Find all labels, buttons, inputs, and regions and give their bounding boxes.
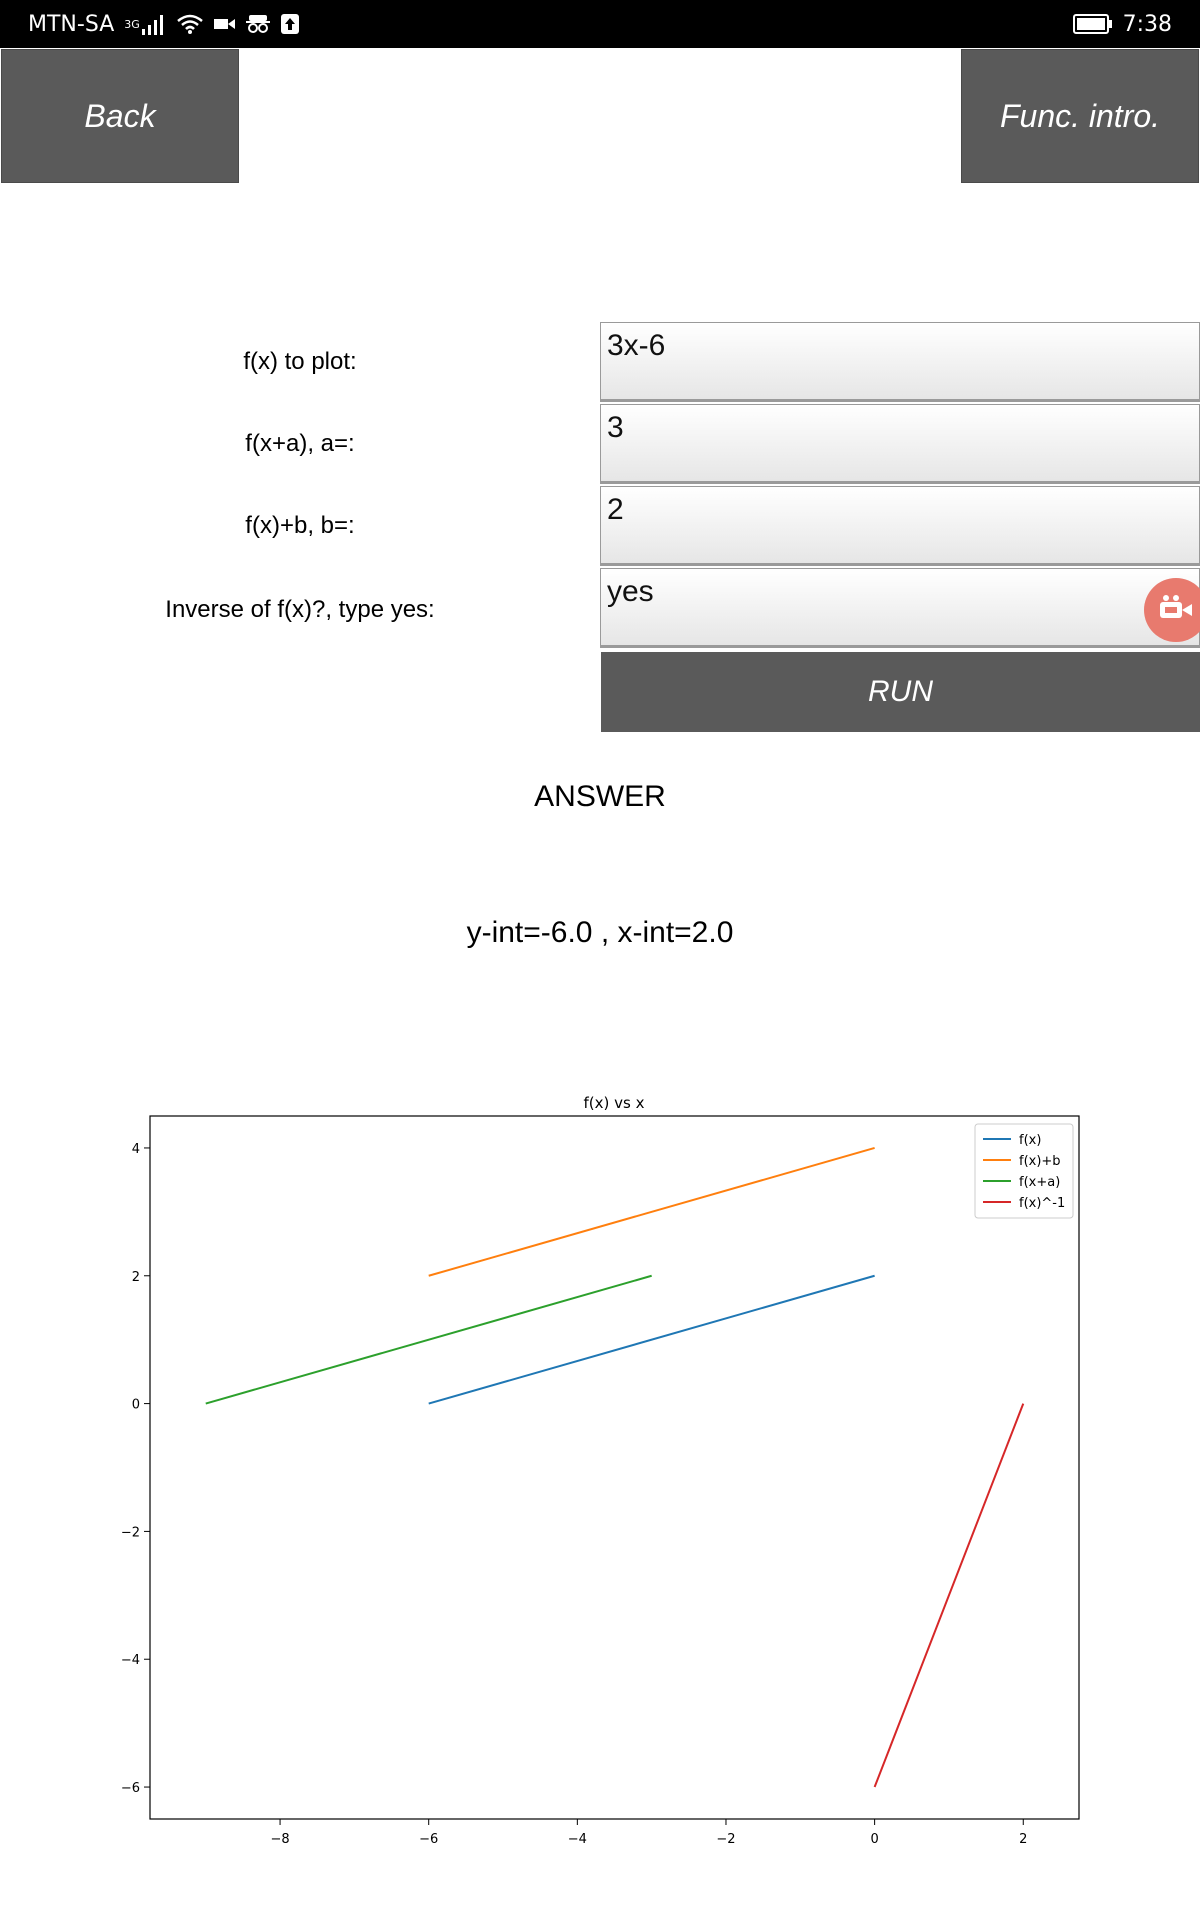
a-field[interactable]: [600, 404, 1200, 484]
x-tick-label: −2: [716, 1832, 736, 1847]
y-tick-label: 0: [131, 1397, 140, 1413]
b-label: f(x)+b, b=:: [245, 512, 355, 539]
y-tick-label: −6: [120, 1781, 140, 1797]
legend-entry: f(x): [1019, 1133, 1042, 1148]
answer-title: ANSWER: [534, 780, 666, 813]
x-tick-label: −4: [567, 1832, 587, 1847]
a-input[interactable]: [607, 411, 1167, 445]
battery-icon: [1073, 13, 1113, 35]
network-type: 3G: [124, 17, 140, 31]
upload-icon: [280, 13, 300, 35]
inverse-input[interactable]: [607, 575, 1167, 609]
y-tick-label: 4: [131, 1141, 140, 1157]
screen-recorder-icon: [1156, 592, 1196, 628]
x-tick-label: −6: [419, 1832, 439, 1847]
b-field[interactable]: [600, 486, 1200, 566]
x-tick-label: 0: [870, 1832, 879, 1847]
legend-entry: f(x)+b: [1019, 1154, 1061, 1169]
video-camera-icon: [214, 16, 236, 32]
legend: [975, 1124, 1073, 1218]
status-left: [28, 0, 300, 48]
plot-area: [150, 1116, 1079, 1819]
incognito-icon: [246, 13, 270, 35]
function-plot: [0, 1080, 1200, 1860]
carrier-name: MTN-SA: [28, 11, 115, 37]
signal-icon: [124, 13, 166, 35]
wifi-icon: [176, 13, 204, 35]
fx-field[interactable]: [600, 322, 1200, 402]
legend-entry: f(x)^-1: [1019, 1196, 1066, 1211]
b-input[interactable]: [607, 493, 1167, 527]
inverse-label: Inverse of f(x)?, type yes:: [165, 596, 435, 623]
clock: 7:38: [1122, 11, 1172, 37]
screen-recorder-button[interactable]: [1144, 578, 1200, 642]
status-right: [1073, 0, 1172, 48]
func-intro-button[interactable]: Func. intro.: [961, 49, 1199, 183]
status-bar: [0, 0, 1200, 48]
answer-text: y-int=-6.0 , x-int=2.0: [466, 916, 734, 949]
y-tick-label: −2: [120, 1525, 140, 1541]
run-button[interactable]: RUN: [601, 652, 1200, 732]
inverse-field[interactable]: [600, 568, 1200, 648]
x-tick-label: 2: [1019, 1832, 1028, 1847]
chart-title: f(x) vs x: [583, 1094, 645, 1112]
fx-label: f(x) to plot:: [243, 348, 357, 375]
a-label: f(x+a), a=:: [245, 430, 355, 457]
y-tick-label: 2: [131, 1269, 140, 1285]
back-button[interactable]: Back: [1, 49, 239, 183]
fx-input[interactable]: [607, 329, 1167, 363]
y-tick-label: −4: [120, 1653, 140, 1669]
legend-entry: f(x+a): [1019, 1175, 1061, 1190]
x-tick-label: −8: [270, 1832, 290, 1847]
